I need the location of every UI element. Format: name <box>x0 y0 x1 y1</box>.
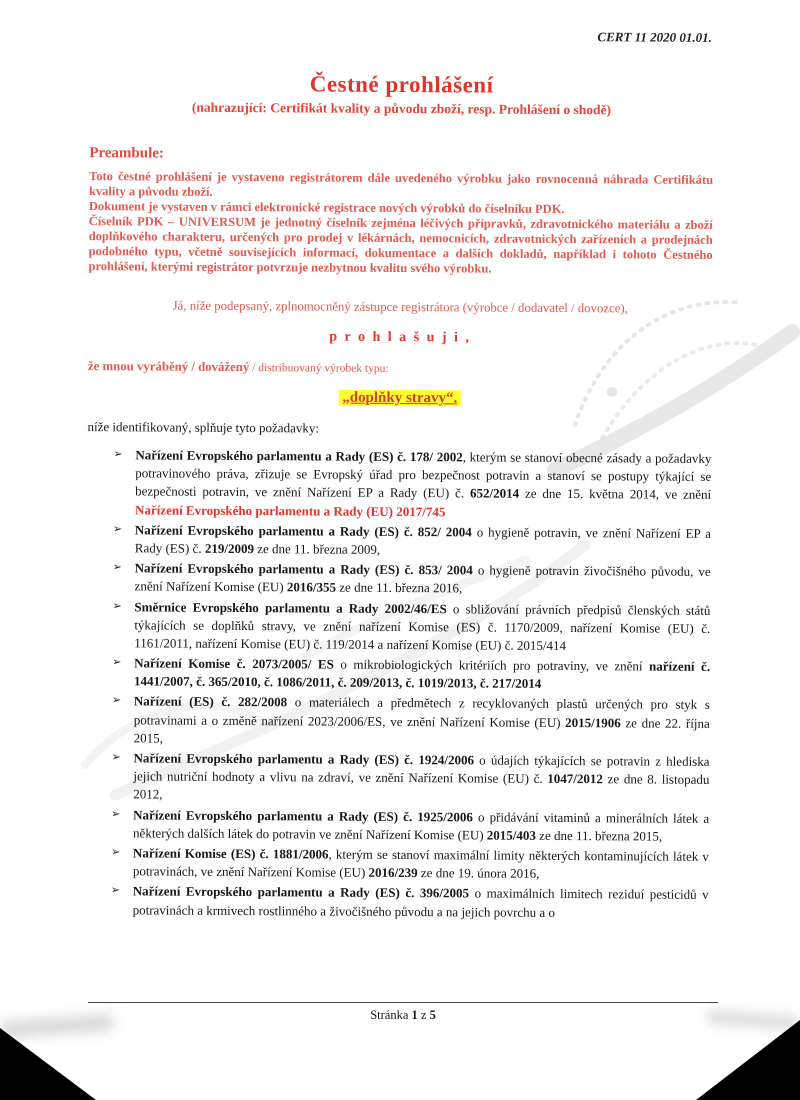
preambule-paragraph: Číselník PDK – UNIVERSUM je jednotný číselník zejména léčivých přípravků, zdravotnického materiálu a zboží doplňkového charakteru, určených pro prodej v lékárnách, nemocnicích, zdravotnických zařízeních a prodejnách podobného typu, včetně souvisejících informací, dokumentace a dalších dokladů, například i tohoto Čestného prohlášení, kterými registrátor potvrzuje nezbytnou kvalitu svého výrobku. <box>88 214 713 276</box>
list-item-text: o maximálních limitech reziduí pesticidů v potravinách a krmivech rostlinného a živočišného původu a na jejich povrchu a o <box>132 885 709 920</box>
declarant-line: Já, níže podepsaný, zplnomocněný zástupce registrátora (výrobce / dodavatel / dovozce), <box>172 298 628 316</box>
doc-code: CERT 11 2020 01.01. <box>597 29 712 45</box>
list-item-text: Nařízení Evropského parlamentu a Rady (ES) č. 852/ 2004 <box>134 522 472 540</box>
bullet-arrow-icon: ➢ <box>112 599 122 612</box>
list-item-text: ze dne 11. března 2009, <box>253 541 381 557</box>
product-highlight-row <box>88 387 712 409</box>
bullet-arrow-icon: ➢ <box>111 751 121 764</box>
list-item-text: Nařízení Evropského parlamentu a Rady (ES) č. 178/ 2002 <box>135 447 463 465</box>
list-item-text: 2015/403 <box>486 827 537 843</box>
list-item-text: Nařízení Evropského parlamentu a Rady (ES) č. 1925/2006 <box>133 806 473 825</box>
list-item-text: o údajích týkajících se potravin z hlediska jejich nutriční hodnoty a vlivu na zdraví, ve znění Nařízení Komise (EU) č. <box>133 752 710 787</box>
preambule-paragraph: Dokument je vystaven v rámci elektronické registrace nových výrobků do číselníku PDK. <box>88 199 565 216</box>
product-type-line <box>88 359 712 378</box>
product-highlight: „doplňky stravy“. <box>339 390 460 407</box>
footer-total-pages: 5 <box>429 1008 436 1022</box>
list-item <box>112 598 710 656</box>
list-item-text: Nařízení Evropského parlamentu a Rady (ES) č. 1924/2006 <box>133 750 475 768</box>
requirements-intro: níže identifikovaný, splňuje tyto požadavky: <box>87 419 320 436</box>
list-item <box>113 521 711 561</box>
preambule-heading: Preambule: <box>89 145 164 162</box>
list-item-text: , kterým se stanoví obecné zásady a požadavky potravinového práva, zřizuje se Evropský úřad pro bezpečnost potravin a stanoví se postupy týkající se bezpečnosti potravin, ve znění Nařízení EP a Rady (EU) č. <box>135 449 712 501</box>
list-item-text: Nařízení Evropského parlamentu a Rady (EU) 2017/745 <box>135 501 446 519</box>
bullet-arrow-icon: ➢ <box>112 656 122 669</box>
bullet-arrow-icon: ➢ <box>110 884 120 897</box>
list-item <box>113 446 711 522</box>
bullet-arrow-icon: ➢ <box>111 807 121 820</box>
list-item <box>113 559 711 599</box>
document-title: Čestné prohlášení <box>309 71 494 98</box>
list-item-text: Nařízení Evropského parlamentu a Rady (ES) č. 853/ 2004 <box>134 560 473 578</box>
list-item-text: o hygieně potravin, ve znění Nařízení EP a Rady (ES) č. <box>134 524 711 556</box>
list-item <box>111 844 709 884</box>
list-item-text: 652/2014 <box>469 485 520 502</box>
product-type-lead: že mnou vyráběný / dovážený <box>87 359 250 375</box>
footer-page-number: 1 <box>411 1008 418 1022</box>
page-footer <box>88 1002 718 1023</box>
list-item-text: o mikrobiologických kritériích pro potraviny, ve znění <box>333 656 650 674</box>
product-type-rest: / distribuovaný výrobek typu: <box>249 362 389 375</box>
list-item-text: ze dne 11. března 2016, <box>336 579 463 596</box>
list-item <box>111 883 709 923</box>
list-item-text: 2015/1906 <box>565 714 621 730</box>
preambule-paragraph: Toto čestné prohlášení je vystaveno registrátorem dále uvedeného výrobku jako rovnocenná náhrada Certifikátu kvality a původu zboží. <box>88 169 714 199</box>
bullet-arrow-icon: ➢ <box>110 846 121 859</box>
list-item-text: 1047/2012 <box>547 771 603 787</box>
preambule-body <box>88 169 713 278</box>
list-item <box>111 749 709 807</box>
bullet-arrow-icon: ➢ <box>111 694 122 707</box>
document-subtitle: (nahrazující: Certifikát kvality a původu zboží, resp. Prohlášení o shodě) <box>191 99 612 118</box>
footer-separator: z <box>417 1008 430 1022</box>
bullet-arrow-icon: ➢ <box>113 448 123 461</box>
bullet-arrow-icon: ➢ <box>112 561 122 574</box>
list-item-text: ze dne 19. února 2016, <box>417 865 540 881</box>
list-item-text: Nařízení (ES) č. 282/2008 <box>133 693 288 710</box>
bullet-arrow-icon: ➢ <box>112 522 123 536</box>
list-item-text: 2016/355 <box>286 579 337 595</box>
list-item-text: ze dne 11. března 2015, <box>535 827 663 844</box>
list-item-text: nařízení č. 1441/2007, č. 365/2010, č. 1086/2011, č. 209/2013, č. 1019/2013, č. 217/2014 <box>133 658 711 692</box>
list-item <box>112 693 710 751</box>
list-item <box>111 806 709 846</box>
declaration-verb: p r o h l a š u j i , <box>329 329 472 346</box>
footer-prefix: Stránka <box>370 1008 412 1022</box>
list-item-text: Nařízení Evropského parlamentu a Rady (ES) č. 396/2005 <box>132 883 470 901</box>
list-item-text: o materiálech a předmětech z recyklovaných plastů určených pro styk s potravinami a o změně nařízení 2023/2006/ES, ve znění Nařízení Komise (EU) <box>133 694 710 730</box>
list-item-text: Směrnice Evropského parlamentu a Rady 2002/46/ES <box>134 598 447 616</box>
list-item-text: 219/2009 <box>204 540 255 557</box>
list-item-text: 2016/239 <box>368 864 418 881</box>
list-item-text: Nařízení Komise č. 2073/2005/ ES <box>134 655 334 672</box>
requirements-list <box>85 446 712 922</box>
list-item-text: o hygieně potravin živočišného původu, ve znění Nařízení Komise (EU) <box>134 562 711 595</box>
list-item-text: o přidávání vitaminů a minerálních látek a některých dalších látek do potravin ve znění Nařízení Komise (EU) <box>133 809 710 843</box>
list-item-text: o sbližování právních předpisů členských států týkajících se doplňků stravy, ve znění nařízení Komise (ES) č. 1170/2009, nařízení Komise (EU) č. 1161/2011, nařízení Komise (EU) č. 119/2014 a nařízení Komise (EU) č. 2015/414 <box>134 600 711 653</box>
list-item-text: ze dne 22. října 2015, <box>133 714 710 746</box>
list-item <box>112 654 710 694</box>
page-body <box>85 26 714 924</box>
list-item-text: Nařízení Komise (ES) č. 1881/2006 <box>132 845 329 862</box>
list-item-text: ze dne 8. listopadu 2012, <box>133 771 710 802</box>
list-item-text: ze dne 15. května 2014, ve znění <box>519 486 712 503</box>
list-item-text: , kterým se stanoví maximální limity některých kontaminujících látek v potravinách, ve znění Nařízení Komise (EU) <box>132 846 709 880</box>
